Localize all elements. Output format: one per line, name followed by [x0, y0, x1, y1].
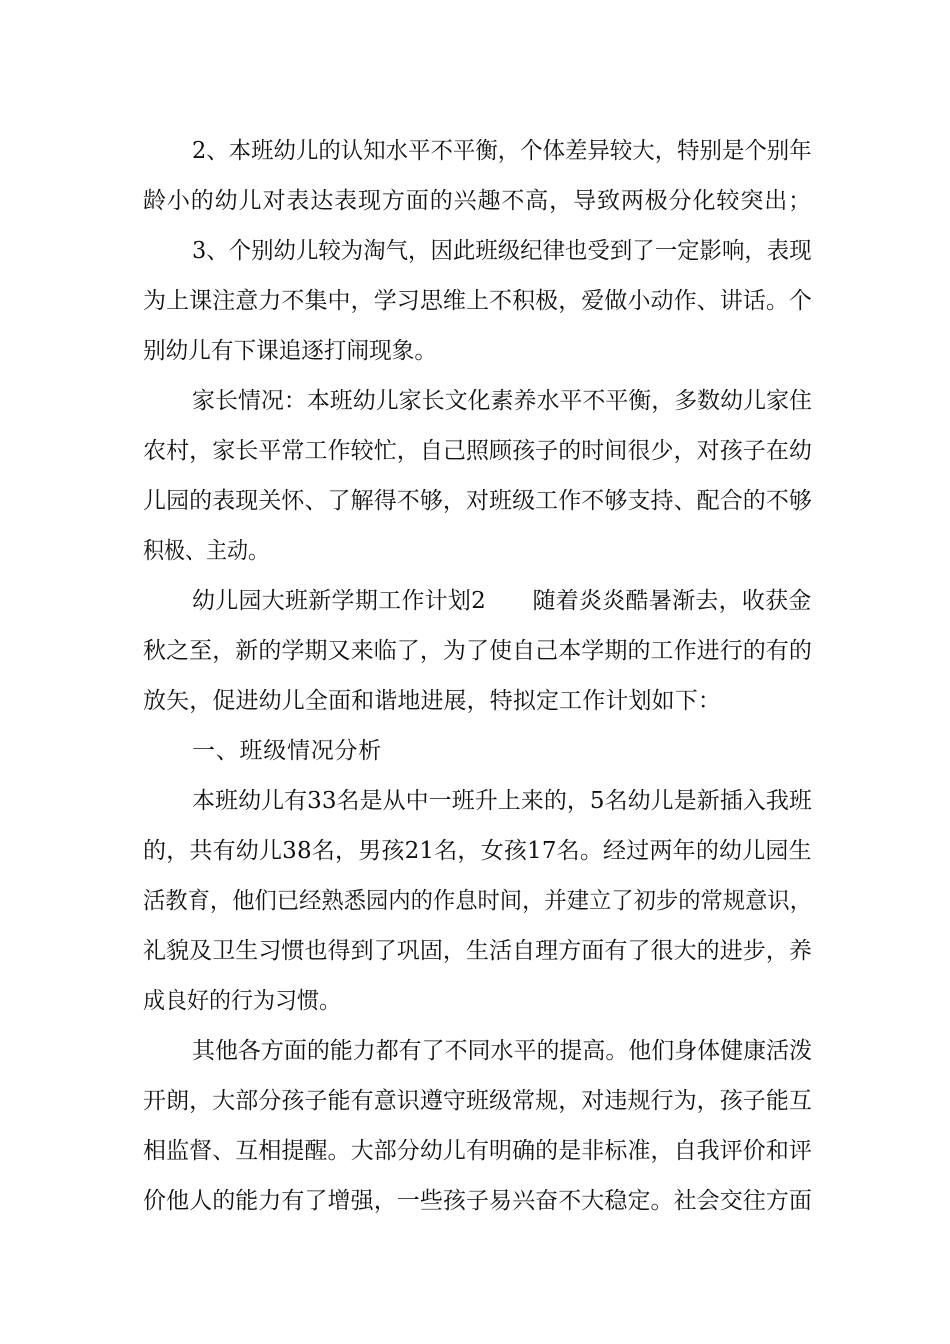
text-line: 别幼儿有下课追逐打闹现象。	[143, 338, 437, 364]
text-line: 其他各方面的能力都有了不同水平的提高。他们身体健康活泼	[192, 1038, 812, 1064]
text-line: 家长情况：本班幼儿家长文化素养水平不平衡，多数幼儿家住	[192, 388, 812, 414]
text-line: 相监督、互相提醒。大部分幼儿有明确的是非标准，自我评价和评	[143, 1138, 812, 1164]
text-line: 龄小的幼儿对表达表现方面的兴趣不高，导致两极分化较突出；	[143, 188, 812, 214]
text-line: 2、本班幼儿的认知水平不平衡，个体差异较大，特别是个别年	[192, 138, 812, 164]
text-line: 放矢，促进幼儿全面和谐地进展，特拟定工作计划如下：	[143, 688, 721, 714]
text-line: 秋之至，新的学期又来临了，为了使自己本学期的工作进行的有的	[143, 638, 812, 664]
text-line: 礼貌及卫生习惯也得到了巩固，生活自理方面有了很大的进步，养	[143, 938, 812, 964]
text-line: 儿园的表现关怀、了解得不够，对班级工作不够支持、配合的不够	[143, 488, 812, 514]
text-line: 积极、主动。	[143, 538, 269, 564]
text-line: 成良好的行为习惯。	[143, 988, 341, 1014]
text-line: 为上课注意力不集中，学习思维上不积极，爱做小动作、讲话。个	[143, 288, 812, 314]
text-line: 3、个别幼儿较为淘气，因此班级纪律也受到了一定影响，表现	[192, 238, 812, 264]
text-line: 活教育，他们已经熟悉园内的作息时间，并建立了初步的常规意识，	[143, 888, 812, 914]
text-line: 价他人的能力有了增强，一些孩子易兴奋不大稳定。社会交往方面	[143, 1188, 812, 1214]
text-line: 幼儿园大班新学期工作计划2 随着炎炎酷暑渐去，收获金	[192, 588, 812, 614]
section-heading: 一、班级情况分析	[192, 738, 382, 764]
text-line: 农村，家长平常工作较忙，自己照顾孩子的时间很少，对孩子在幼	[143, 438, 812, 464]
text-line: 开朗，大部分孩子能有意识遵守班级常规，对违规行为，孩子能互	[143, 1088, 812, 1114]
text-line: 的，共有幼儿38名，男孩21名，女孩17名。经过两年的幼儿园生	[143, 838, 812, 864]
text-line: 本班幼儿有33名是从中一班升上来的，5名幼儿是新插入我班	[192, 788, 812, 814]
